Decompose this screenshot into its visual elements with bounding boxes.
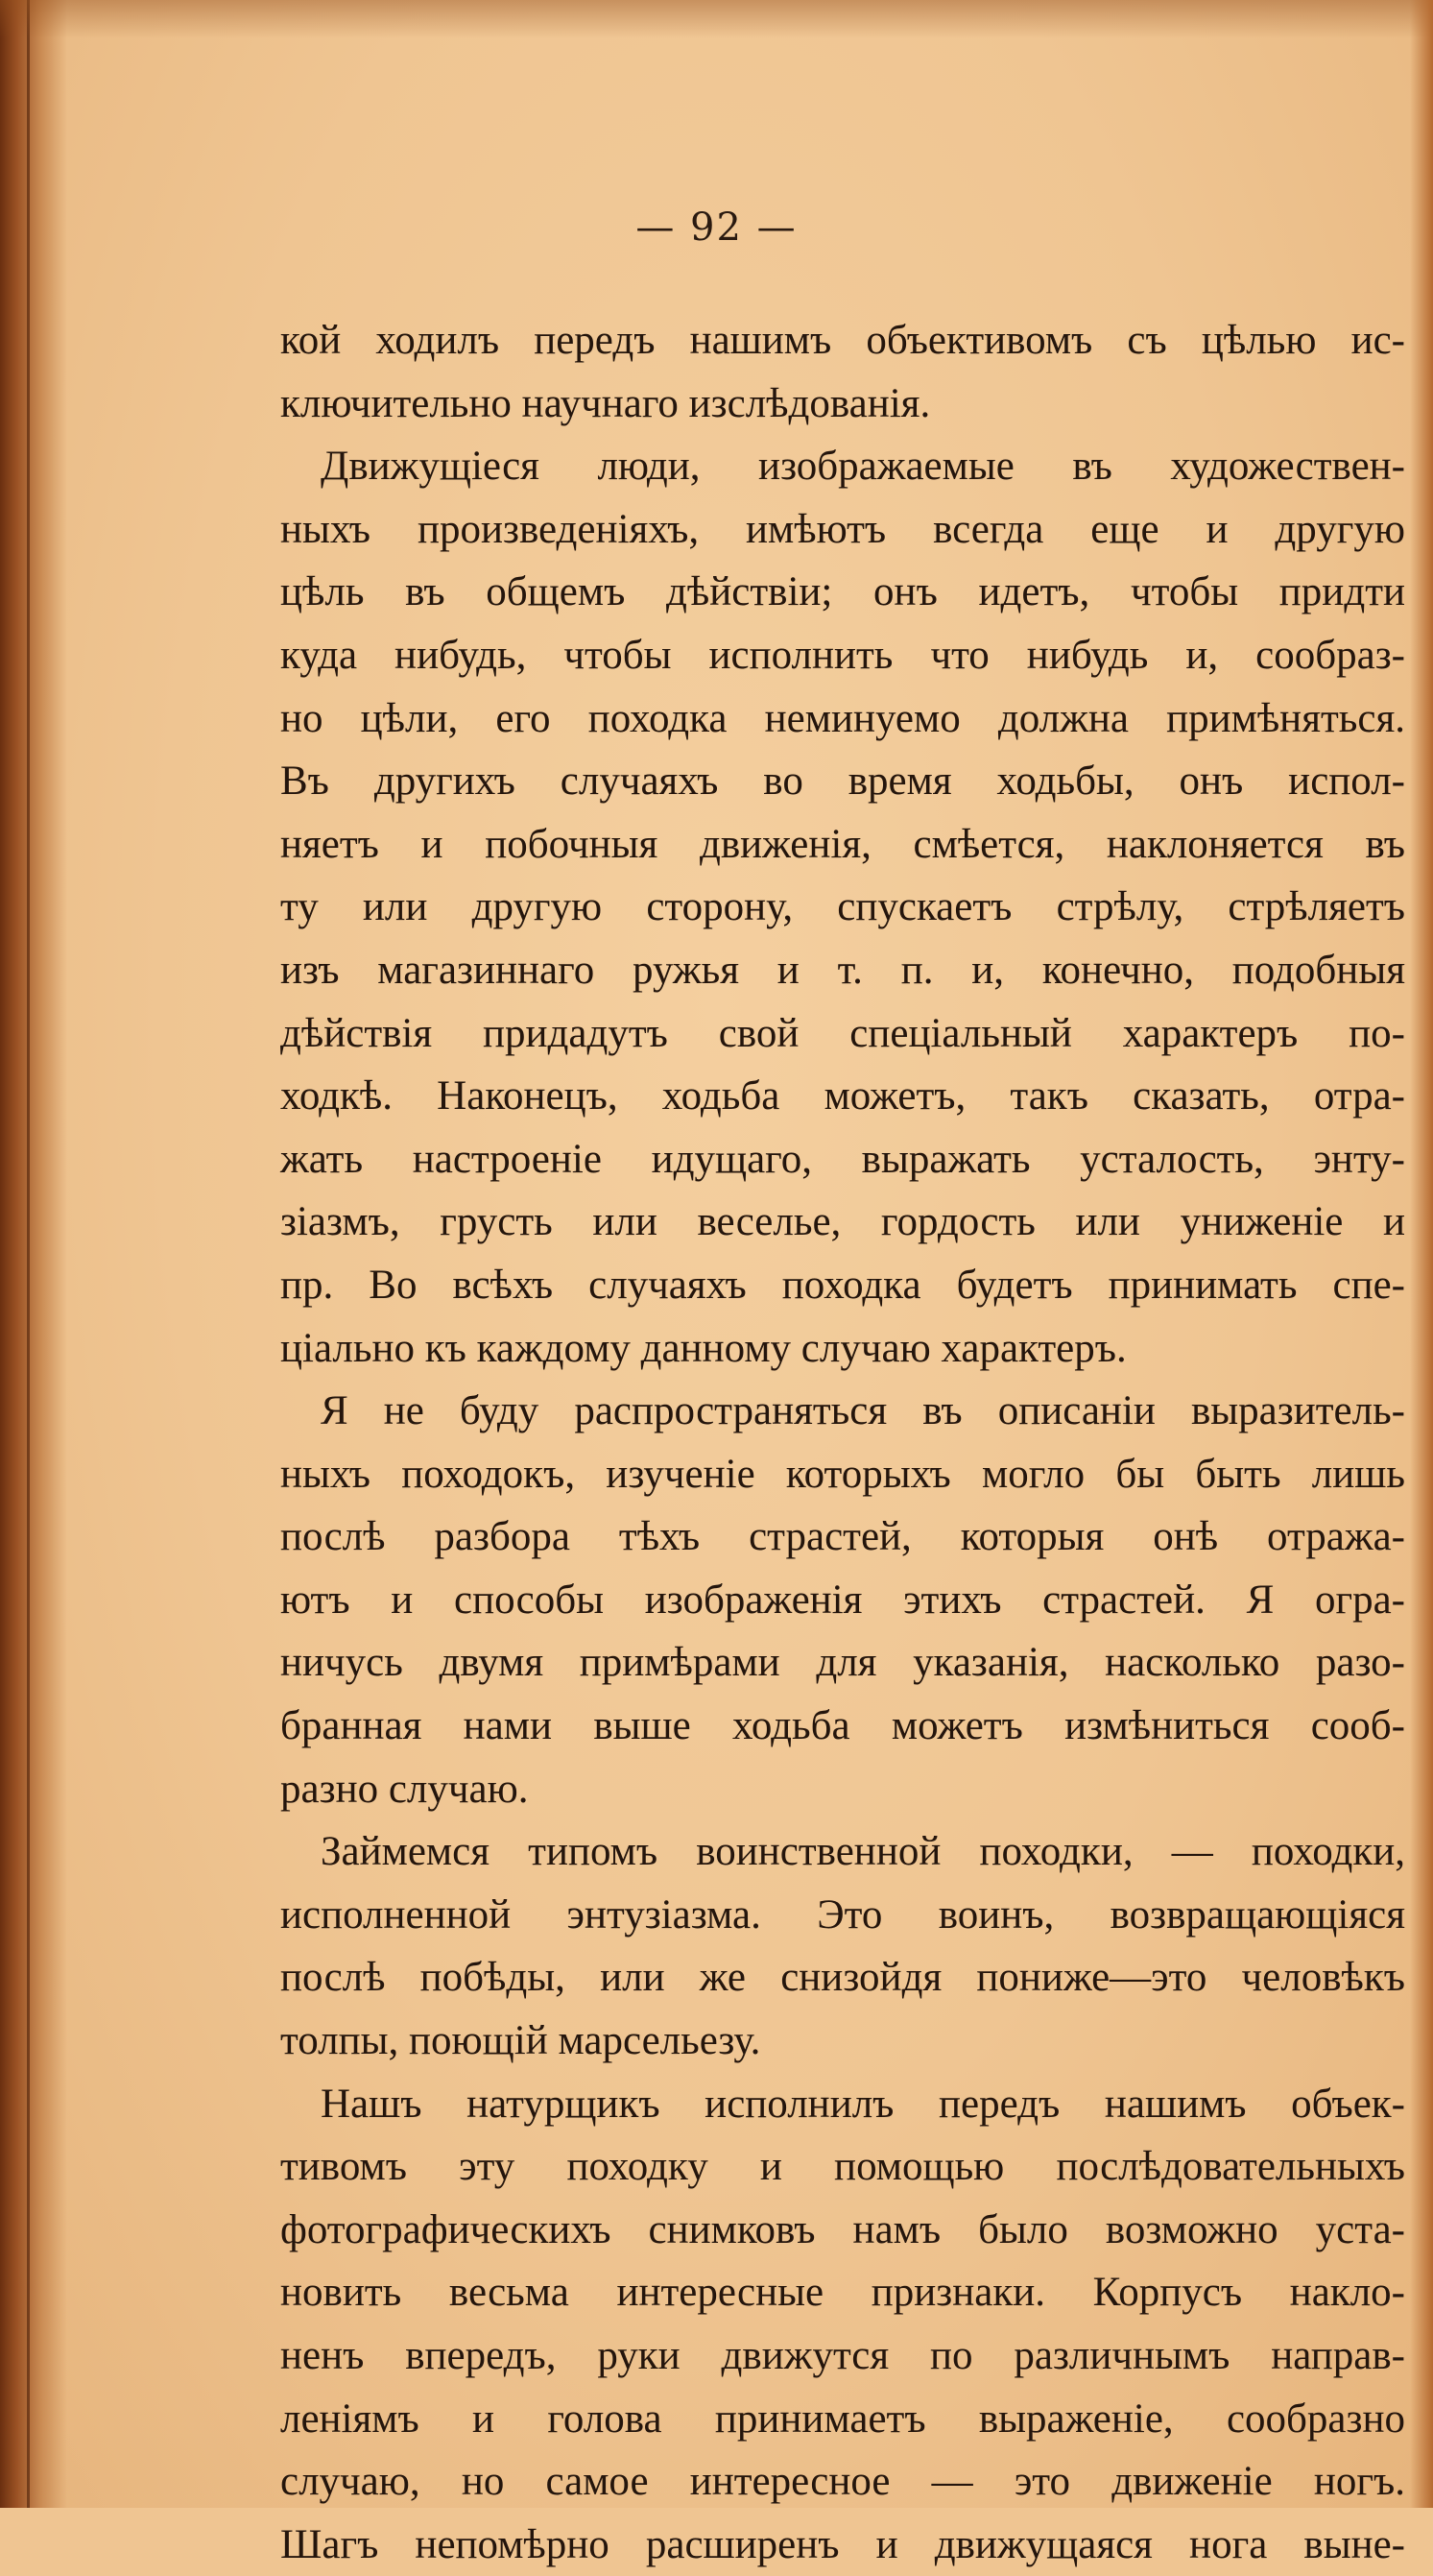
top-edge-shadow	[0, 0, 1433, 38]
text-line: Шагъ непомѣрно расширенъ и движущаяся нога выне-	[280, 2521, 1405, 2567]
text-line: пр. Во всѣхъ случаяхъ походка будетъ принимать спе-	[280, 1262, 1405, 1308]
binding-edge	[27, 0, 30, 2508]
right-edge-shadow	[1410, 0, 1433, 2508]
text-line: куда нибудь, чтобы исполнить что нибудь и, сообраз-	[280, 632, 1405, 678]
text-line: ныхъ произведеніяхъ, имѣютъ всегда еще и другую	[280, 506, 1405, 552]
binding-gutter	[0, 0, 67, 2508]
text-line: няетъ и побочныя движенія, смѣется, наклоняется въ	[280, 821, 1405, 867]
text-line: но цѣли, его походка неминуемо должна примѣняться.	[280, 695, 1405, 741]
text-line: ничусь двумя примѣрами для указанія, насколько разо-	[280, 1640, 1405, 1686]
text-line: Я не буду распространяться въ описаніи выразитель-	[321, 1388, 1405, 1434]
text-line: ныхъ походокъ, изученіе которыхъ могло бы быть лишь	[280, 1451, 1405, 1497]
text-line: толпы, поющій марсельезу.	[280, 2018, 761, 2064]
text-line: Движущіеся люди, изображаемые въ художествен-	[321, 444, 1405, 490]
text-line: бранная нами выше ходьба можетъ измѣниться сооб-	[280, 1703, 1405, 1749]
text-line: ту или другую сторону, спускаетъ стрѣлу, стрѣляетъ	[280, 884, 1405, 930]
text-line: ютъ и способы изображенія этихъ страстей. Я огра-	[280, 1577, 1405, 1623]
text-line: послѣ побѣды, или же снизойдя пониже—это человѣкъ	[280, 1955, 1405, 2001]
text-line: дѣйствія придадутъ свой спеціальный характеръ по-	[280, 1010, 1405, 1056]
text-line: Займемся типомъ воинственной походки, — походки,	[321, 1829, 1405, 1875]
text-line: ключительно научнаго изслѣдованія.	[280, 380, 931, 426]
text-line: жать настроеніе идущаго, выражать усталость, энту-	[280, 1136, 1405, 1182]
text-line: фотографическихъ снимковъ намъ было возможно уста-	[280, 2206, 1405, 2252]
text-line: Нашъ натурщикъ исполнилъ передъ нашимъ объек-	[321, 2081, 1405, 2127]
text-line: леніямъ и голова принимаетъ выраженіе, сообразно	[280, 2395, 1405, 2442]
text-line: Въ другихъ случаяхъ во время ходьбы, онъ испол-	[280, 758, 1405, 805]
text-line: цѣль въ общемъ дѣйствіи; онъ идетъ, чтобы придти	[280, 569, 1405, 615]
text-line: зіазмъ, грусть или веселье, гордость или униженіе и	[280, 1199, 1405, 1245]
text-line: новить весьма интересные признаки. Корпусъ накло-	[280, 2270, 1405, 2316]
text-line: разно случаю.	[280, 1766, 529, 1812]
text-line: ходкѣ. Наконецъ, ходьба можетъ, такъ сказать, отра-	[280, 1073, 1405, 1119]
text-line: изъ магазиннаго ружья и т. п. и, конечно, подобныя	[280, 947, 1405, 993]
text-line: ненъ впередъ, руки движутся по различнымъ направ-	[280, 2333, 1405, 2378]
text-line: кой ходилъ передъ нашимъ объективомъ съ цѣлью ис-	[280, 318, 1405, 363]
text-line: случаю, но самое интересное — это движеніе ногъ.	[280, 2459, 1405, 2505]
page-number-header: — 92 —	[635, 205, 798, 250]
text-line: исполненной энтузіазма. Это воинъ, возвращающіяся	[280, 1891, 1405, 1938]
text-line: послѣ разбора тѣхъ страстей, которыя онѣ отража-	[280, 1514, 1405, 1560]
body-text	[280, 309, 1405, 2576]
text-line: ціально къ каждому данному случаю характеръ.	[280, 1325, 1127, 1371]
text-line: тивомъ эту походку и помощью послѣдовательныхъ	[280, 2144, 1405, 2190]
